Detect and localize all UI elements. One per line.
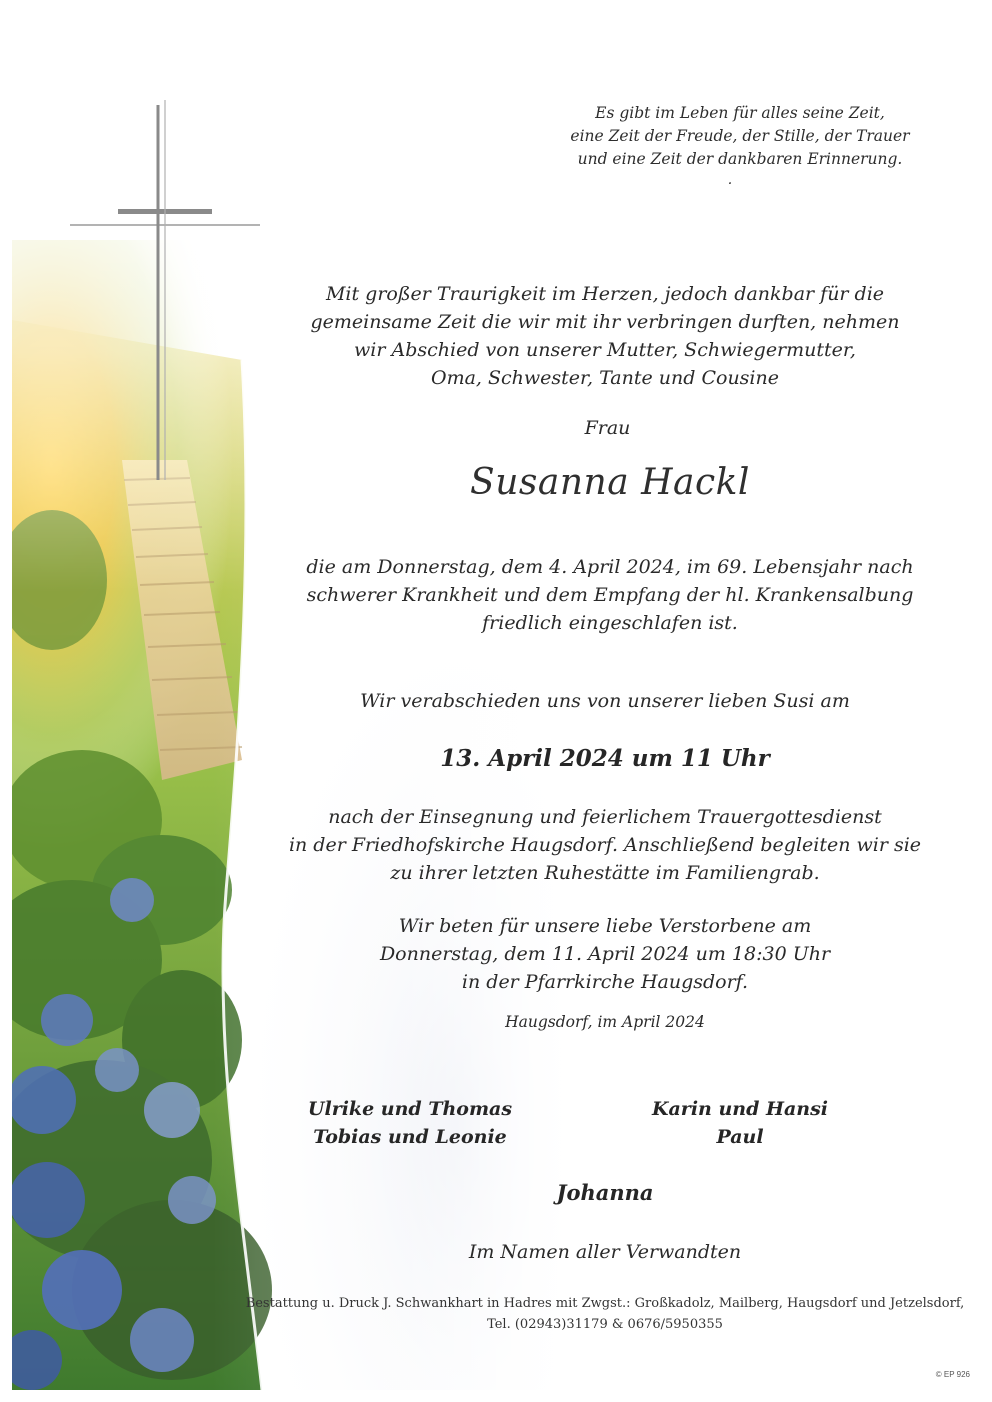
farewell-intro: Wir verabschieden uns von unserer lieben Susi am xyxy=(360,690,850,712)
death-notice xyxy=(270,553,950,637)
intro-line: gemeinsame Zeit die wir mit ihr verbringen durften, nehmen xyxy=(310,311,900,333)
prayer-line: in der Pfarrkirche Haugsdorf. xyxy=(461,971,749,993)
motto-line: und eine Zeit der dankbaren Erinnerung. xyxy=(577,150,903,168)
family-name: Ulrike und Thomas xyxy=(307,1098,513,1120)
motto-line: Es gibt im Leben für alles seine Zeit, xyxy=(595,104,885,122)
intro-line: wir Abschied von unserer Mutter, Schwiegermutter, xyxy=(354,339,856,361)
ceremony-line: in der Friedhofskirche Haugsdorf. Anschließend begleiten wir sie xyxy=(288,834,922,856)
prayer-line: Donnerstag, dem 11. April 2024 um 18:30 Uhr xyxy=(379,943,831,965)
closing-line: Im Namen aller Verwandten xyxy=(468,1241,742,1263)
funeral-date: 13. April 2024 um 11 Uhr xyxy=(440,745,770,772)
motto-line: eine Zeit der Freude, der Stille, der Trauer xyxy=(570,127,910,145)
death-line: schwerer Krankheit und dem Empfang der hl. Krankensalbung xyxy=(306,584,914,606)
ceremony-details xyxy=(270,803,940,887)
family-right xyxy=(590,1095,890,1151)
intro-line: Mit großer Traurigkeit im Herzen, jedoch dankbar für die xyxy=(325,283,885,305)
cross-icon xyxy=(70,100,270,500)
death-line: die am Donnerstag, dem 4. April 2024, im 69. Lebensjahr nach xyxy=(306,556,914,578)
intro-paragraph xyxy=(285,280,925,392)
family-name: Paul xyxy=(716,1126,764,1148)
footer-phone: Tel. (02943)31179 & 0676/5950355 xyxy=(487,1317,723,1332)
family-name: Tobias und Leonie xyxy=(313,1126,507,1148)
prayer-line: Wir beten für unsere liebe Verstorbene am xyxy=(398,915,812,937)
funeral-home-footer xyxy=(240,1293,970,1335)
deceased-name: Susanna Hackl xyxy=(470,462,750,503)
family-name: Karin und Hansi xyxy=(651,1098,828,1120)
family-left xyxy=(260,1095,560,1151)
family-center: Johanna xyxy=(556,1180,654,1205)
print-code: © EP 926 xyxy=(935,1370,970,1379)
place-date: Haugsdorf, im April 2024 xyxy=(505,1013,705,1031)
ceremony-line: zu ihrer letzten Ruhestätte im Familiengrab. xyxy=(390,862,820,884)
prayer-details xyxy=(330,912,880,996)
death-line: friedlich eingeschlafen ist. xyxy=(482,612,738,634)
motto-dot: . xyxy=(727,172,733,188)
salutation: Frau xyxy=(584,417,631,439)
ceremony-line: nach der Einsegnung und feierlichem Trauergottesdienst xyxy=(328,806,882,828)
motto-verse xyxy=(540,102,940,171)
footer-line: Bestattung u. Druck J. Schwankhart in Hadres mit Zwgst.: Großkadolz, Mailberg, Haugsdorf und Jetzelsdorf, xyxy=(245,1296,965,1311)
intro-line: Oma, Schwester, Tante und Cousine xyxy=(431,367,779,389)
